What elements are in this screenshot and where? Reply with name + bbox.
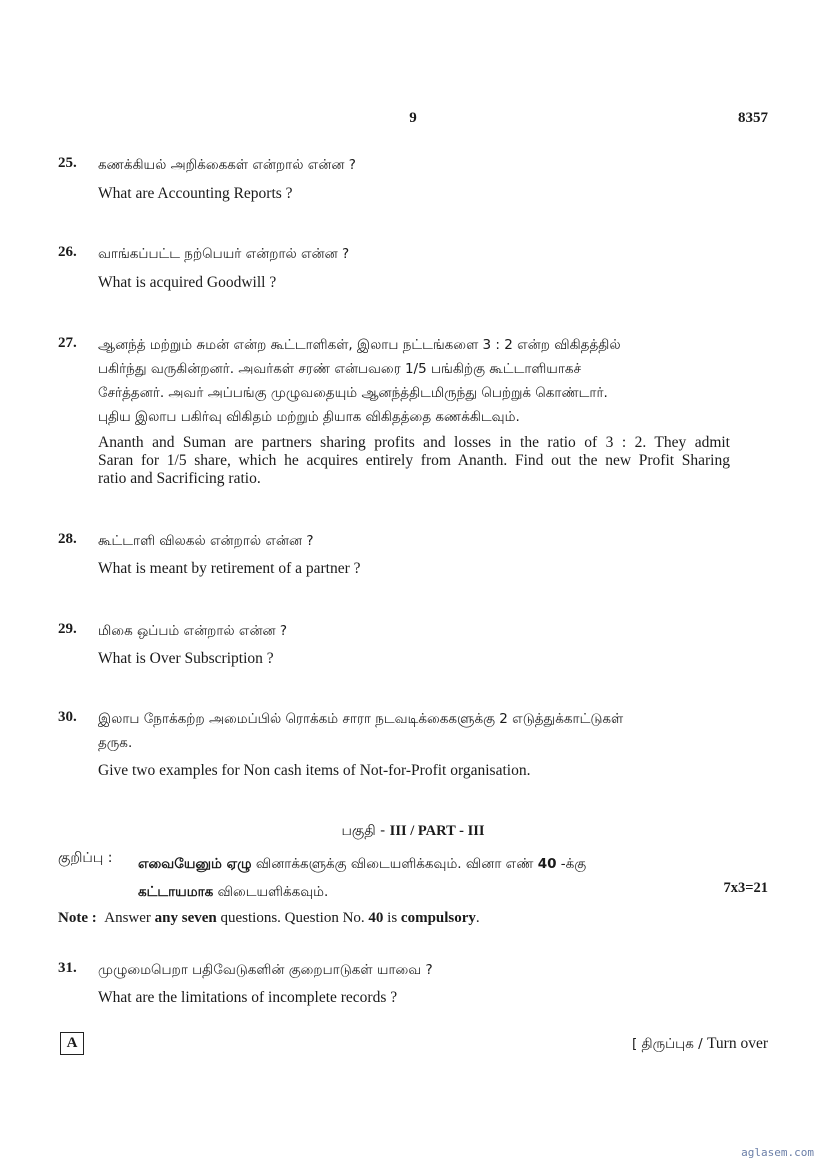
question-text-english: What is meant by retirement of a partner ?: [98, 560, 361, 577]
note-emphasis: 40: [368, 910, 384, 926]
question-number: 30.: [58, 709, 77, 725]
note-text-english: [58, 910, 480, 927]
turn-over-tamil: [ திருப்புக /: [631, 1036, 707, 1052]
note-text: விடையளிக்கவும்.: [213, 884, 329, 900]
watermark: aglasem.com: [741, 1146, 814, 1159]
note-text-tamil: [138, 850, 730, 906]
note-label-tamil: குறிப்பு :: [58, 850, 113, 866]
part-title: [0, 823, 826, 841]
question-number: 28.: [58, 531, 77, 547]
question-text-tamil: ஆனந்த் மற்றும் சுமன் என்ற கூட்டாளிகள், இலாப நட்டங்களை 3 : 2 என்ற விகிதத்தில்: [98, 337, 621, 353]
question-text-tamil: மிகை ஒப்பம் என்றால் என்ன ?: [98, 623, 288, 639]
question-text-english: Saran for 1/5 share, which he acquires entirely from Ananth. Find out the new Profit Sharing: [98, 452, 730, 469]
paper-code: 8357: [738, 110, 768, 126]
question-text-english: What are the limitations of incomplete records ?: [98, 989, 398, 1006]
note-text: questions. Question No.: [216, 910, 369, 926]
question-text-tamil: கூட்டாளி விலகல் என்றால் என்ன ?: [98, 533, 314, 549]
question-text-tamil: இலாப நோக்கற்ற அமைப்பில் ரொக்கம் சாரா நடவடிக்கைகளுக்கு 2 எடுத்துக்காட்டுகள்: [98, 711, 624, 727]
note-text: -க்கு: [556, 856, 587, 872]
question-text-english: ratio and Sacrificing ratio.: [98, 470, 261, 487]
note-text: வினாக்களுக்கு விடையளிக்கவும். வினா எண்: [251, 856, 538, 872]
note-emphasis: any seven: [154, 910, 217, 926]
part-title-tamil: பகுதி -: [341, 823, 386, 839]
series-box: A: [60, 1032, 84, 1055]
note-label-english: Note :: [58, 910, 97, 926]
part-title-english: III / PART - III: [389, 823, 485, 839]
note-text: .: [475, 910, 480, 926]
question-text-english: Ananth and Suman are partners sharing profits and losses in the ratio of 3 : 2. They admit: [98, 434, 730, 451]
question-text-tamil: தருக.: [98, 735, 133, 751]
question-text-english: Give two examples for Non cash items of Not-for-Profit organisation.: [98, 762, 531, 779]
question-number: 31.: [58, 960, 77, 976]
turn-over-label: [632, 1035, 768, 1054]
note-emphasis: கட்டாயமாக: [138, 884, 214, 900]
note-text: is: [383, 910, 401, 926]
question-text-tamil: வாங்கப்பட்ட நற்பெயர் என்றால் என்ன ?: [98, 246, 350, 262]
note-emphasis: 40: [537, 856, 557, 872]
question-number: 25.: [58, 155, 77, 171]
question-text-tamil: புதிய இலாப பகிர்வு விகிதம் மற்றும் தியாக விகிதத்தை கணக்கிடவும்.: [98, 409, 520, 425]
question-text-english: What is Over Subscription ?: [98, 650, 274, 667]
note-emphasis: எவையேனும் ஏழு: [138, 856, 252, 872]
note-emphasis: compulsory: [400, 910, 476, 926]
marks-allocation: 7x3=21: [723, 880, 768, 896]
turn-over-english: Turn over: [706, 1035, 768, 1052]
question-number: 29.: [58, 621, 77, 637]
question-text-tamil: கணக்கியல் அறிக்கைகள் என்றால் என்ன ?: [98, 157, 356, 173]
page-number: 9: [409, 110, 417, 126]
question-text-english: What is acquired Goodwill ?: [98, 274, 277, 291]
question-number: 26.: [58, 244, 77, 260]
question-number: 27.: [58, 335, 77, 351]
question-text-english: What are Accounting Reports ?: [98, 185, 293, 202]
question-text-tamil: பகிர்ந்து வருகின்றனர். அவர்கள் சரண் என்பவரை 1/5 பங்கிற்கு கூட்டாளியாகச்: [98, 361, 582, 377]
note-text: Answer: [104, 910, 155, 926]
question-text-tamil: முழுமைபெறா பதிவேடுகளின் குறைபாடுகள் யாவை ?: [98, 962, 433, 978]
question-text-tamil: சேர்த்தனர். அவர் அப்பங்கு முழுவதையும் ஆனந்த்திடமிருந்து பெற்றுக் கொண்டார்.: [98, 385, 608, 401]
